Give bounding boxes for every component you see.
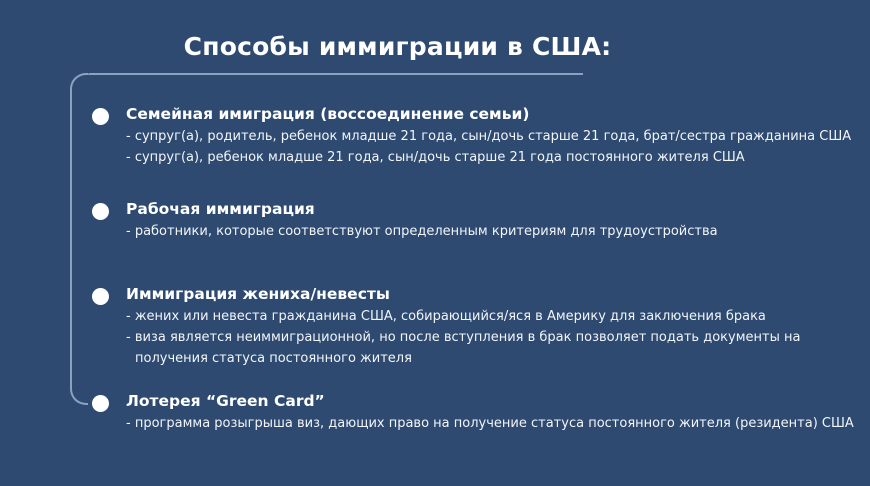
frame-line-top: [88, 73, 583, 75]
section-line: - программа розыгрыша виз, дающих право на получение статуса постоянного жителя (резидента) США: [126, 416, 854, 431]
bullet-dot: [92, 203, 109, 220]
section-line: получения статуса постоянного жителя: [135, 351, 412, 366]
section-work-immigration: [126, 197, 840, 242]
section-line: - супруг(а), ребенок младше 21 года, сын/дочь старше 21 года постоянного жителя США: [126, 150, 745, 165]
bullet-dot: [92, 108, 109, 125]
slide-title: Способы иммиграции в США:: [183, 32, 612, 61]
bullet-dot: [92, 395, 109, 412]
bullet-dot: [92, 288, 109, 305]
section-heading: Иммиграция жениха/невесты: [126, 285, 390, 303]
section-line: - жених или невеста гражданина США, собирающийся/яся в Америку для заключения брака: [126, 309, 766, 324]
section-family-immigration: [126, 102, 852, 168]
section-green-card-lottery: [126, 389, 854, 434]
section-heading: Лотерея “Green Card”: [126, 392, 325, 410]
frame-line-left: [70, 73, 88, 405]
section-fiance-immigration: [126, 282, 840, 369]
section-line: - супруг(а), родитель, ребенок младше 21 года, сын/дочь старше 21 года, брат/сестра гражданина США: [126, 129, 852, 144]
section-heading: Рабочая иммиграция: [126, 200, 315, 218]
section-line: - виза является неиммиграционной, но после вступления в брак позволяет подать документы на: [126, 330, 801, 345]
section-heading: Семейная имиграция (воссоединение семьи): [126, 105, 530, 123]
section-line: - работники, которые соответствуют определенным критериям для трудоустройства: [126, 224, 718, 239]
